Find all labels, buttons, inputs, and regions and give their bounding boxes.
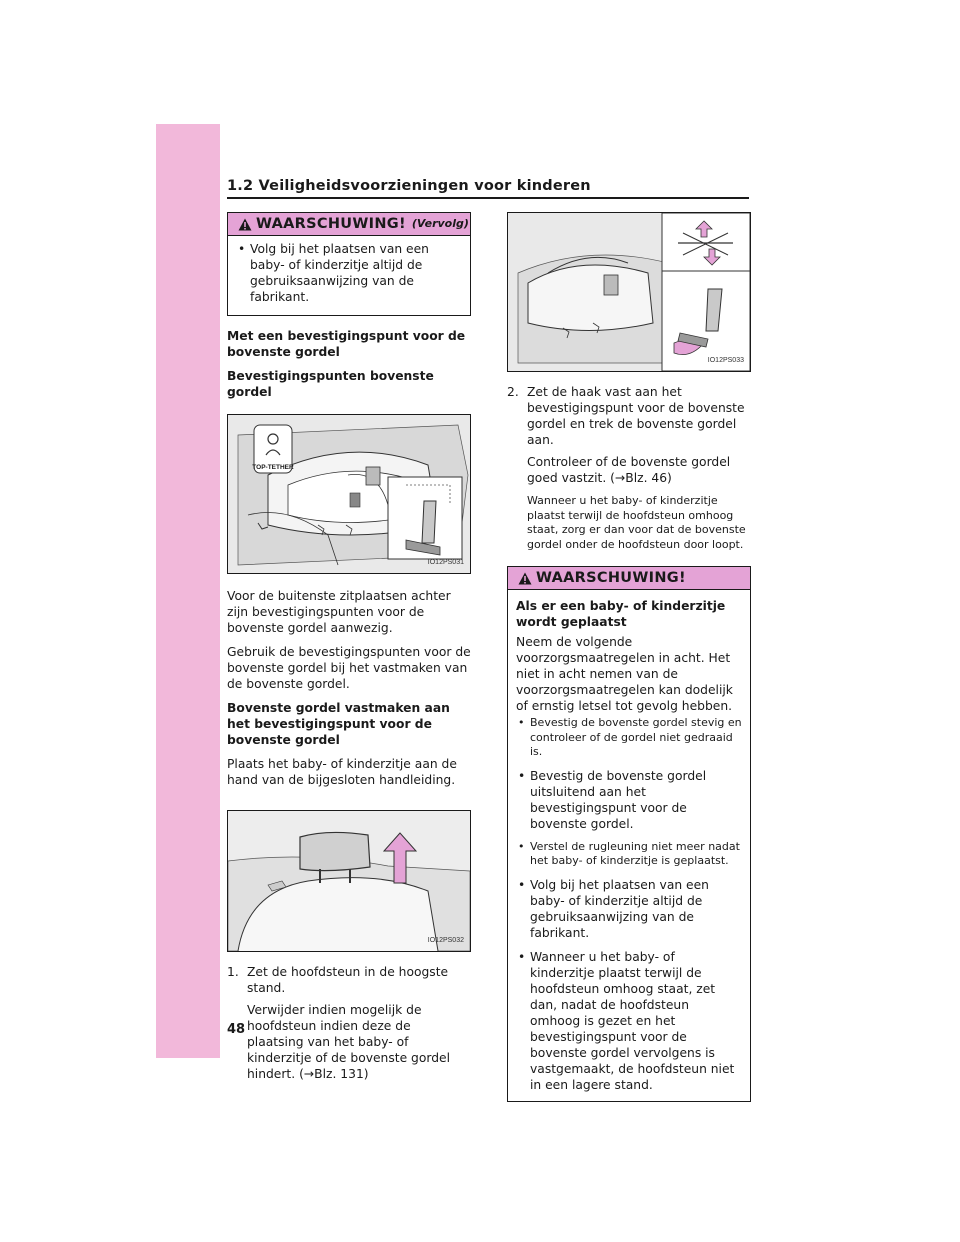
step-1 (227, 964, 471, 996)
paragraph-use-anchors: Gebruik de bevestigingspunten voor de bovenste gordel bij het vastmaken van de bovenste gordel. (227, 645, 471, 691)
paragraph-place-seat: Plaats het baby- of kinderzitje aan de hand van de bijgesloten handleiding. (227, 757, 457, 787)
warning-bullet: • Volg bij het plaatsen van een baby- of kinderzitje altijd de gebruiksaanwijzing van de fabrikant. (236, 241, 462, 305)
warning-icon (518, 572, 532, 585)
warning-box-continued (227, 212, 471, 316)
warning-intro: Neem de volgende voorzorgsmaatregelen in acht. Het niet in acht nemen van de voorzorgsmaatregelen kan dodelijk of ernstig letsel tot gevolg hebben. (516, 635, 733, 713)
warning-title: WAARSCHUWING! (536, 570, 686, 586)
figure-code: IO12PS031 (427, 559, 464, 566)
figure-hook-anchor (507, 212, 751, 372)
step-text: Zet de haak vast aan het bevestigingspunt voor de bovenste gordel en trek de bovenste gordel aan. (527, 385, 745, 447)
step-2-detail: Controleer of de bovenste gordel goed vastzit. (→Blz. 46) (527, 455, 731, 485)
illustration-seat-anchors (228, 415, 470, 573)
warning-subheading: Als er een baby- of kinderzitje wordt geplaatst (516, 599, 726, 629)
step-2-note: Wanneer u het baby- of kinderzitje plaatst terwijl de hoofdsteun omhoog staat, zorg er dan voor dat de bovenste gordel onder de hoofdsteun door loopt. (527, 494, 746, 551)
warning-box (507, 566, 751, 1102)
page-number: 48 (227, 1022, 246, 1037)
section-header: 1.2 Veiligheidsvoorzieningen voor kinderen (227, 178, 591, 194)
right-column (507, 212, 751, 1102)
warning-continued-label: (Vervolg) (411, 217, 469, 230)
warning-bullet: • Bevestig de bovenste gordel stevig en controleer of de gordel niet gedraaid is. (516, 716, 742, 760)
warning-body (508, 590, 750, 1101)
warning-icon (238, 218, 252, 231)
left-column (227, 212, 471, 1090)
heading-anchor-points: Bevestigingspunten bovenste gordel (227, 369, 434, 399)
warning-body (228, 236, 470, 315)
step-2 (507, 384, 751, 448)
step-number: 2. (507, 385, 519, 399)
warning-bullet: • Volg bij het plaatsen van een baby- of kinderzitje altijd de gebruiksaanwijzing van de fabrikant. (516, 877, 742, 941)
warning-header (228, 213, 470, 236)
warning-header (508, 567, 750, 590)
chapter-tab (156, 124, 220, 1058)
top-tether-label: TOP-TETHER (252, 464, 294, 471)
figure-code: IO12PS033 (707, 357, 744, 364)
illustration-headrest (228, 811, 470, 951)
figure-headrest (227, 810, 471, 952)
warning-title: WAARSCHUWING! (256, 216, 406, 232)
illustration-hook-attach (508, 213, 750, 371)
heading-attach-tether: Bovenste gordel vastmaken aan het bevestigingspunt voor de bovenste gordel (227, 701, 450, 747)
figure-top-tether-anchors (227, 414, 471, 574)
figure-code: IO12PS032 (427, 937, 464, 944)
step-number: 1. (227, 965, 239, 979)
header-rule (227, 197, 749, 199)
warning-bullet: • Verstel de rugleuning niet meer nadat het baby- of kinderzitje is geplaatst. (516, 840, 742, 869)
warning-bullet: • Bevestig de bovenste gordel uitsluitend aan het bevestigingspunt voor de bovenste gordel. (516, 768, 742, 832)
step-text: Zet de hoofdsteun in de hoogste stand. (247, 965, 449, 995)
warning-bullet: • Wanneer u het baby- of kinderzitje plaatst terwijl de hoofdsteun omhoog staat, zet dan, nadat de hoofdsteun omhoog is gezet en het bevestigingspunt voor de bovenste gordel vervolgens is vastgemaakt, de hoofdsteun niet in een lagere stand. (516, 949, 742, 1093)
paragraph-anchor-locations: Voor de buitenste zitplaatsen achter zijn bevestigingspunten voor de bovenste gordel aanwezig. (227, 589, 451, 635)
heading-top-tether: Met een bevestigingspunt voor de bovenste gordel (227, 329, 466, 359)
step-1-detail: Verwijder indien mogelijk de hoofdsteun indien deze de plaatsing van het baby- of kinderzitje of de bovenste gordel hindert. (→Blz. 131) (247, 1003, 451, 1081)
